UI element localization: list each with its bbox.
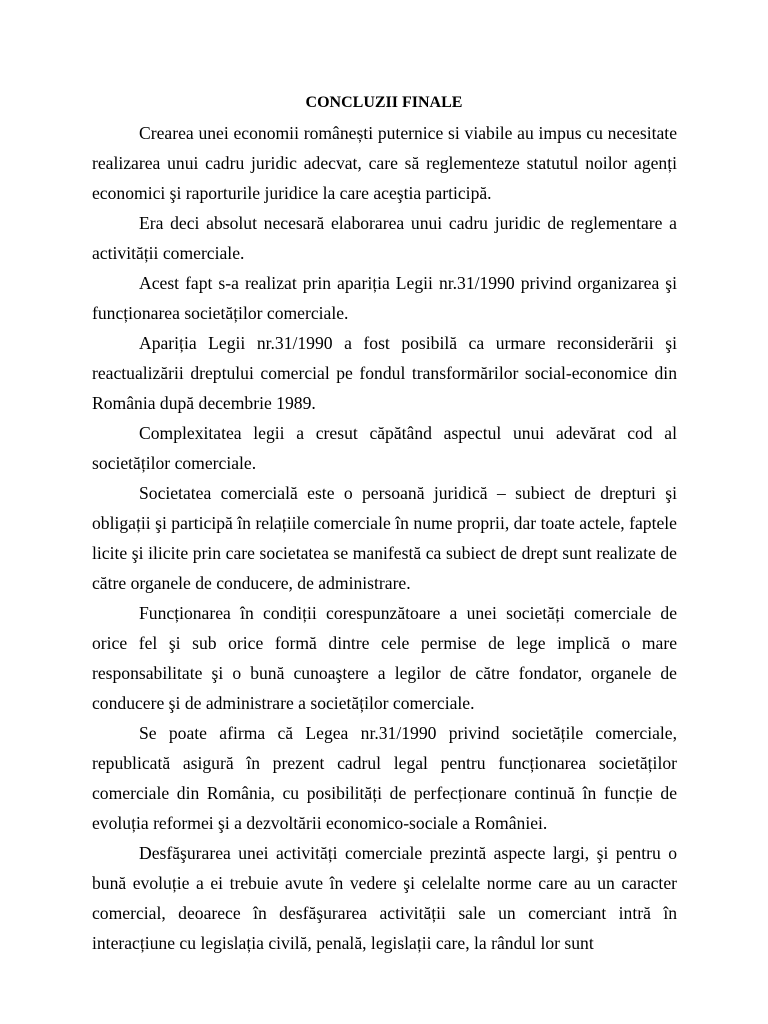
paragraph: Era deci absolut necesară elaborarea unui cadru juridic de reglementare a activității comerciale.	[92, 213, 677, 263]
document-body	[92, 118, 677, 958]
paragraph: Apariția Legii nr.31/1990 a fost posibilă ca urmare reconsiderării şi reactualizării dreptului comercial pe fondul transformărilor social-economice din România după decembrie 1989.	[92, 333, 677, 413]
document-title: CONCLUZII FINALE	[305, 94, 463, 111]
paragraph: Funcționarea în condiții corespunzătoare a unei societăți comerciale de orice fel şi sub orice formă dintre cele permise de lege implică o mare responsabilitate şi o bună cunoaştere a legilor de către fondator, organele de conducere şi de administrare a societăților comerciale.	[92, 603, 677, 713]
paragraph: Societatea comercială este o persoană juridică – subiect de drepturi şi obligații şi participă în relațiile comerciale în nume proprii, dar toate actele, faptele licite şi ilicite prin care societatea se manifestă ca subiect de drept sunt realizate de către organele de conducere, de administrare.	[92, 483, 677, 593]
paragraph: Acest fapt s-a realizat prin apariția Legii nr.31/1990 privind organizarea şi funcționarea societăților comerciale.	[92, 273, 677, 323]
paragraph: Complexitatea legii a cresut căpătând aspectul unui adevărat cod al societăților comerciale.	[92, 423, 677, 473]
paragraph: Se poate afirma că Legea nr.31/1990 privind societățile comerciale, republicată asigură în prezent cadrul legal pentru funcționarea societăților comerciale din România, cu posibilități de perfecționare continuă în funcție de evoluția reformei şi a dezvoltării economico-sociale a României.	[92, 723, 677, 833]
paragraph: Crearea unei economii românești puternice si viabile au impus cu necesitate realizarea unui cadru juridic adecvat, care să reglementeze statutul noilor agenți economici şi raporturile juridice la care aceştia participă.	[92, 123, 677, 203]
paragraph: Desfăşurarea unei activități comerciale prezintă aspecte largi, şi pentru o bună evoluție a ei trebuie avute în vedere şi celelalte norme care au un caracter comercial, deoarece în desfăşurarea activității sale un comerciant intră în interacțiune cu legislația civilă, penală, legislații care, la rândul lor sunt	[92, 843, 677, 953]
